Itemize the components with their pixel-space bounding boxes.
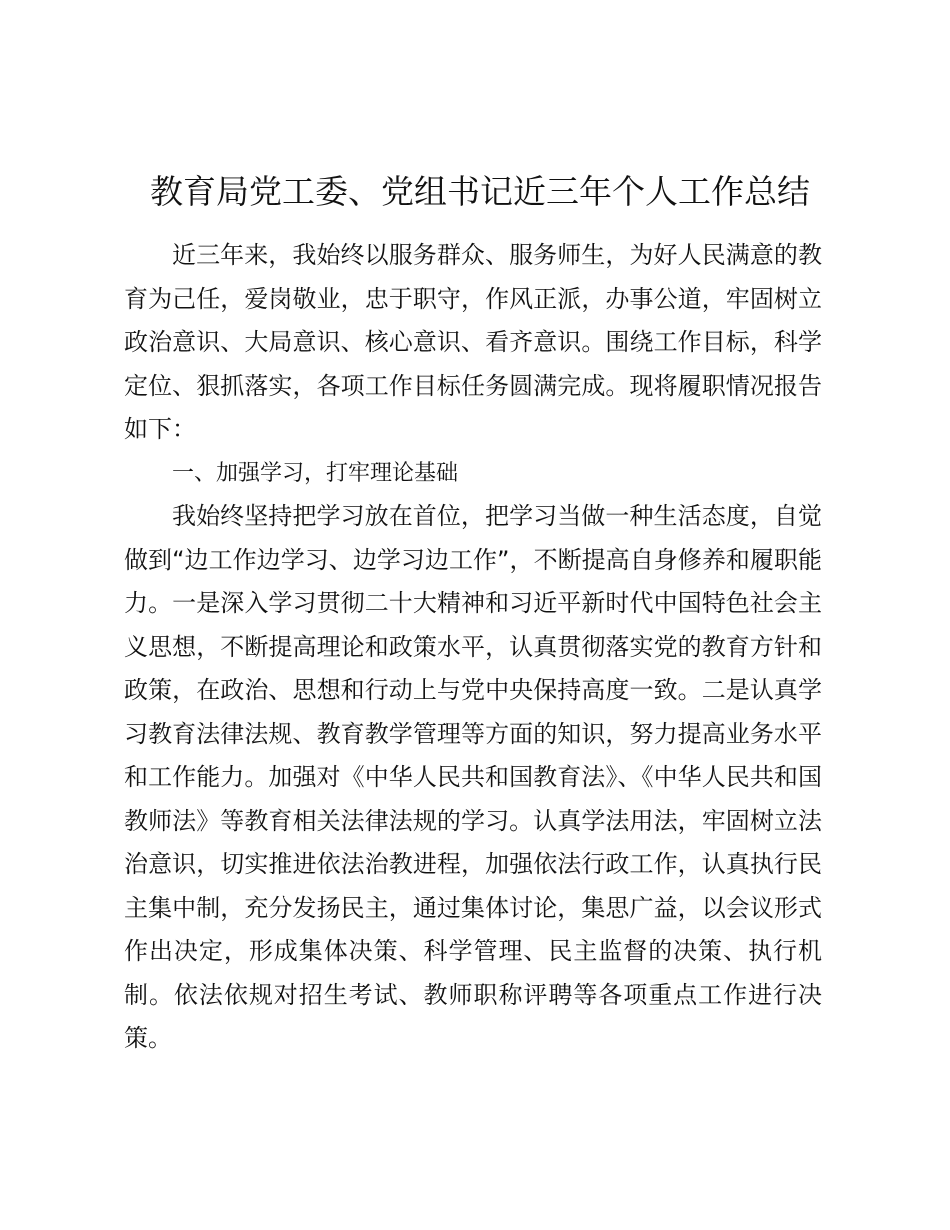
section-heading-1: 一、加强学习，打牢理论基础 bbox=[172, 460, 459, 486]
section-1-paragraph: 我始终坚持把学习放在首位，把学习当做一种生活态度，自觉做到“边工作边学习、边学习边工作”，不断提高自身修养和履职能力。一是深入学习贯彻二十大精神和习近平新时代中国特色社会主义思想，不断提高理论和政策水平，认真贯彻落实党的教育方针和政策，在政治、思想和行动上与党中央保持高度一致。二是认真学习教育法律法规、教育教学管理等方面的知识，努力提高业务水平和工作能力。加强对《中华人民共和国教育法》、《中华人民共和国教师法》等教育相关法律法规的学习。认真学法用法，牢固树立法治意识，切实推进依法治教进程，加强依法行政工作，认真执行民主集中制，充分发扬民主，通过集体讨论，集思广益，以会议形式作出决定，形成集体决策、科学管理、民主监督的决策、执行机制。依法依规对招生考试、教师职称评聘等各项重点工作进行决策。 bbox=[124, 502, 822, 1052]
document-body bbox=[124, 234, 822, 1061]
intro-paragraph: 近三年来，我始终以服务群众、服务师生，为好人民满意的教育为己任，爱岗敬业，忠于职守，作风正派，办事公道，牢固树立政治意识、大局意识、核心意识、看齐意识。围绕工作目标，科学定位、狠抓落实，各项工作目标任务圆满完成。现将履职情况报告如下： bbox=[124, 241, 822, 443]
document-title: 教育局党工委、党组书记近三年个人工作总结 bbox=[150, 172, 810, 211]
